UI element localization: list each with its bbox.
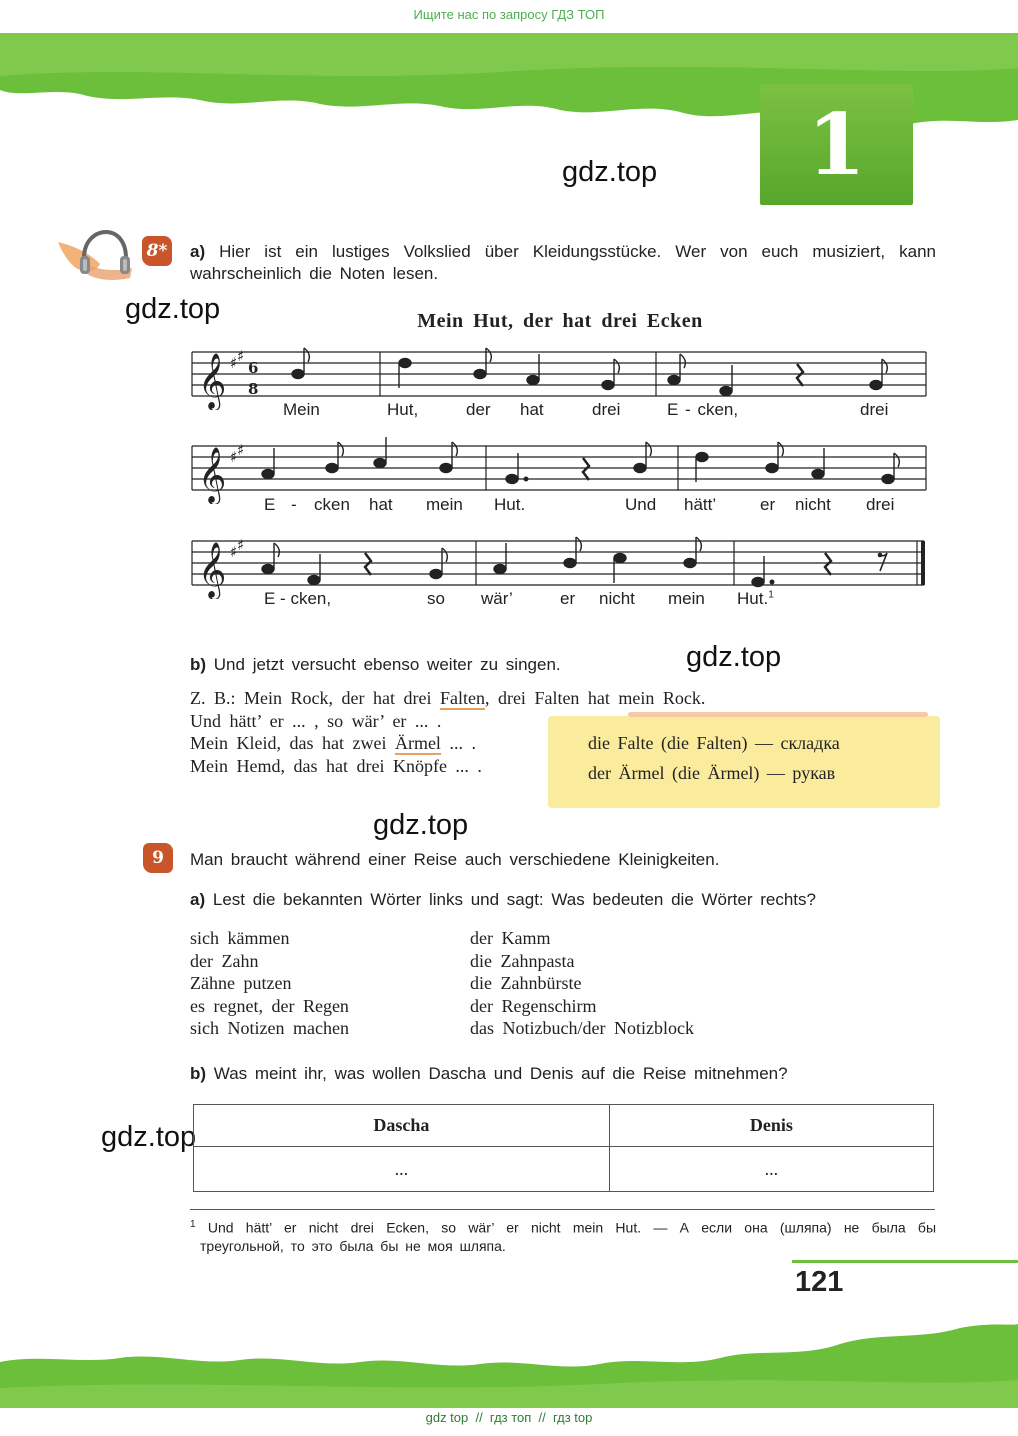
example-suffix: , drei Falten hat mein Rock. <box>484 688 706 708</box>
lyric: wär’ <box>481 589 513 608</box>
svg-text:♯: ♯ <box>237 347 245 365</box>
lyric <box>737 589 774 609</box>
svg-text:𝄞: 𝄞 <box>198 353 227 409</box>
lyric: E <box>264 495 276 514</box>
watermark: gdz.top <box>101 1121 197 1153</box>
list-item: das Notizbuch/der Notizblock <box>470 1018 694 1038</box>
task-label: b) <box>190 1064 207 1083</box>
lyric: drei <box>860 400 889 419</box>
svg-text:♯: ♯ <box>230 354 238 372</box>
task-9b-text <box>190 1063 788 1085</box>
list-item: sich kämmen <box>190 928 290 948</box>
watermark: gdz.top <box>686 641 782 673</box>
lyric: er <box>560 589 576 608</box>
list-item: sich Notizen machen <box>190 1018 349 1038</box>
lyric: drei <box>866 495 895 514</box>
task-8a-text <box>190 241 936 285</box>
page-number-rule <box>792 1260 1018 1263</box>
lyric: er <box>760 495 776 514</box>
task-label: a) <box>190 890 206 909</box>
lyric-word: Hut. <box>737 589 769 608</box>
svg-text:6: 6 <box>248 359 259 377</box>
watermark: gdz.top <box>125 293 221 325</box>
packing-table <box>193 1104 934 1192</box>
example-line: Mein Hemd, das hat drei Knöpfe ... . <box>190 756 482 776</box>
lyric: mein <box>426 495 463 514</box>
lyric: nicht <box>599 589 635 608</box>
task-8a-line2: wahrscheinlich die Noten lesen. <box>190 264 439 283</box>
lyric: nicht <box>795 495 831 514</box>
new-words-list <box>470 927 694 1040</box>
task-9a-text <box>190 889 816 911</box>
lyric: Hut, <box>387 400 419 419</box>
table-header: Denis <box>609 1105 933 1147</box>
task-9a-instruction: Lest die bekannten Wörter links und sagt: Was bedeuten die Wörter rechts? <box>212 890 816 909</box>
lyric: der <box>466 400 491 419</box>
task-8b-instruction: Und jetzt versucht ebenso weiter zu singen. <box>213 655 561 674</box>
lyric: cken <box>314 495 350 514</box>
list-item: die Zahnbürste <box>470 973 582 993</box>
lyric: Hut. <box>494 495 526 514</box>
svg-text:♯: ♯ <box>230 448 238 466</box>
known-words-list <box>190 927 349 1040</box>
task-9-badge: 9 <box>143 843 173 873</box>
example-line <box>190 732 476 755</box>
lyric: Und <box>625 495 657 514</box>
lyric: hat <box>520 400 544 419</box>
example-line <box>190 687 705 710</box>
table-cell: ... <box>194 1147 610 1192</box>
bottom-site-note: gdz top // гдз топ // гдз top <box>425 1410 593 1425</box>
svg-text:𝄞: 𝄞 <box>198 447 227 503</box>
footnote-divider <box>190 1209 935 1210</box>
lyric: hätt’ <box>684 495 717 514</box>
underlined-word: Ärmel <box>394 733 441 753</box>
footnote-marker: 1 <box>768 589 774 601</box>
table-header: Dascha <box>194 1105 610 1147</box>
svg-text:♯: ♯ <box>230 543 238 561</box>
bottom-grass-banner <box>0 1318 1018 1408</box>
footnote-line1: Und hätt’ er nicht drei Ecken, so wär’ er nicht mein Hut. — А если она (шляпа) не была бы <box>207 1219 937 1236</box>
vocab-entry: die Falte (die Falten) — складка <box>588 733 840 753</box>
lyric: E - cken, <box>264 589 332 608</box>
lyric: E - cken, <box>667 400 739 419</box>
task-9b-instruction: Was meint ihr, was wollen Dascha und Denis auf die Reise mitnehmen? <box>213 1064 788 1083</box>
music-staff-2 <box>190 434 930 504</box>
task-8-badge: 8* <box>142 236 172 266</box>
svg-text:♯: ♯ <box>237 441 245 459</box>
watermark: gdz.top <box>373 809 469 841</box>
chapter-number-box: 1 <box>760 84 913 205</box>
example-line: Und hätt’ er ... , so wär’ er ... . <box>190 711 442 731</box>
list-item: der Kamm <box>470 928 551 948</box>
task-9-intro: Man braucht während einer Reise auch verschiedene Kleinigkeiten. <box>190 850 720 869</box>
vocab-entry: der Ärmel (die Ärmel) — рукав <box>588 763 836 783</box>
example-prefix: Z. B.: Mein Rock, der hat drei <box>190 688 440 708</box>
svg-text:♯: ♯ <box>237 536 245 554</box>
list-item: der Regenschirm <box>470 995 597 1016</box>
svg-text:8: 8 <box>248 380 259 398</box>
footnote <box>190 1216 936 1255</box>
example-prefix: Mein Kleid, das hat zwei <box>190 733 395 753</box>
footnote-line2: треугольной, то это была бы не моя шляпа. <box>200 1237 506 1254</box>
underlined-word: Falten <box>439 688 485 708</box>
svg-text:𝄞: 𝄞 <box>198 542 227 598</box>
lyric: mein <box>668 589 705 608</box>
table-cell: ... <box>609 1147 933 1192</box>
list-item: die Zahnpasta <box>470 950 575 971</box>
task-8a-line1: Hier ist ein lustiges Volkslied über Kleidungsstücke. Wer von euch musiziert, kann <box>219 242 936 261</box>
vocabulary-box <box>548 716 940 808</box>
headphones-icon <box>56 228 134 282</box>
page-number: 121 <box>795 1266 844 1298</box>
lyric: drei <box>592 400 621 419</box>
example-suffix: ... . <box>440 733 476 753</box>
vocab-top-stroke <box>628 712 928 717</box>
song-title: Mein Hut, der hat drei Ecken <box>417 310 703 332</box>
task-8b-text <box>190 654 561 676</box>
footnote-mark: 1 <box>190 1219 196 1230</box>
task-label: a) <box>190 242 206 261</box>
lyric: hat <box>369 495 393 514</box>
list-item: der Zahn <box>190 950 259 971</box>
watermark: gdz.top <box>562 156 658 188</box>
top-search-note: Ищите нас по запросу ГДЗ ТОП <box>413 7 605 22</box>
list-item: es regnet, der Regen <box>190 995 349 1016</box>
lyric: - <box>291 495 297 514</box>
list-item: Zähne putzen <box>190 973 292 993</box>
lyric: so <box>427 589 445 608</box>
task-label: b) <box>190 655 207 674</box>
lyric: Mein <box>283 400 320 419</box>
